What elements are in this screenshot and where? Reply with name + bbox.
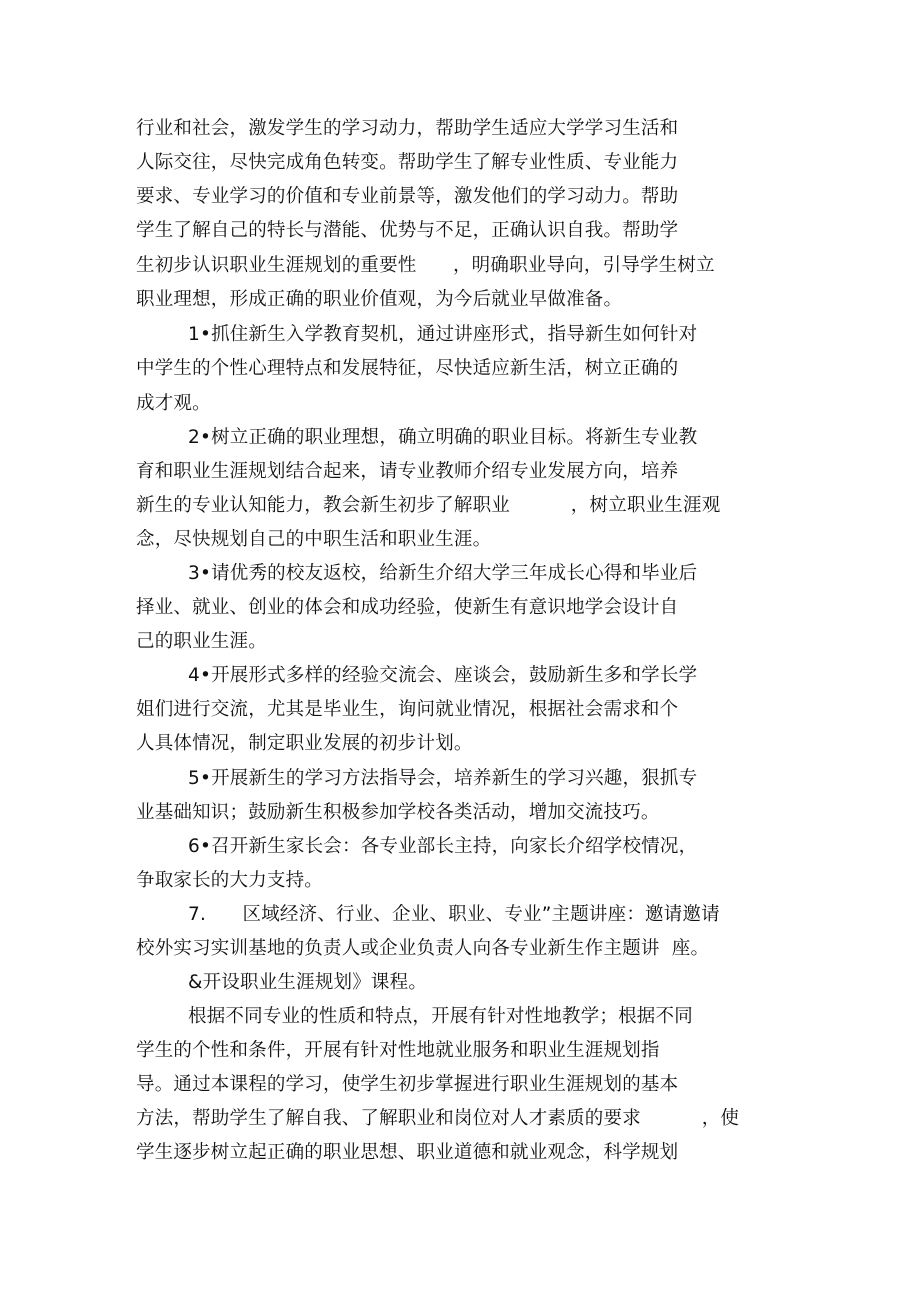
text-line-12: 新生的专业认知能力，教会新生初步了解职业 ，树立职业生涯观 xyxy=(136,495,721,516)
text-line-11: 育和职业生涯规划结合起来，请专业教师介绍专业发展方向，培养 xyxy=(136,461,679,482)
list-item-2: 2•树立正确的职业理想，确立明确的职业目标。将新生专业教 xyxy=(188,427,698,448)
text-line-23: 争取家长的大力支持。 xyxy=(136,870,324,891)
text-line-16: 己的职业生涯。 xyxy=(136,631,267,652)
list-item-8: &开设职业生涯规划》课程。 xyxy=(188,972,428,993)
text-line-19: 人具体情况，制定职业发展的初步计划。 xyxy=(136,733,473,754)
text-line-4: 学生了解自己的特长与潜能、优势与不足，正确认识自我。帮助学 xyxy=(136,220,679,241)
text-line-9: 成才观。 xyxy=(136,393,211,414)
text-line-6: 职业理想，形成正确的职业价值观，为今后就业早做准备。 xyxy=(136,289,623,310)
text-line-8: 中学生的个性心理特点和发展特征，尽快适应新生活，树立正确的 xyxy=(136,358,679,379)
text-line-2: 人际交往，尽快完成角色转变。帮助学生了解专业性质、专业能力 xyxy=(136,152,679,173)
text-line-5: 生初步认识职业生涯规划的重要性 ，明确职业导向，引导学生树立 xyxy=(136,255,715,276)
list-item-1: 1•抓住新生入学教育契机，通过讲座形式，指导新生如何针对 xyxy=(188,324,698,345)
text-line-25: 校外实习实训基地的负责人或企业负责人向各专业新生作主题讲 座。 xyxy=(136,938,710,959)
list-item-4: 4•开展形式多样的经验交流会、座谈会，鼓励新生多和学长学 xyxy=(188,665,698,686)
text-line-3: 要求、专业学习的价值和专业前景等，激发他们的学习动力。帮助 xyxy=(136,186,679,207)
text-line-27: 根据不同专业的性质和特点，开展有针对性地教学；根据不同 xyxy=(188,1006,693,1027)
text-line-28: 学生的个性和条件，开展有针对性地就业服务和职业生涯规划指 xyxy=(136,1040,660,1061)
text-line-30: 方法，帮助学生了解自我、了解职业和岗位对人才素质的要求 ，使 xyxy=(136,1108,740,1129)
text-line-18: 姐们进行交流，尤其是毕业生，询问就业情况，根据社会需求和个 xyxy=(136,699,679,720)
text-line-15: 择业、就业、创业的体会和成功经验，使新生有意识地学会设计自 xyxy=(136,597,679,618)
text-line-1: 行业和社会，激发学生的学习动力，帮助学生适应大学学习生活和 xyxy=(136,118,679,139)
text-line-13: 念，尽快规划自己的中职生活和职业生涯。 xyxy=(136,529,492,550)
list-item-7: 7. 区域经济、行业、企业、职业、专业”主题讲座：邀请邀请 xyxy=(188,904,720,925)
list-item-6: 6•召开新生家长会：各专业部长主持，向家长介绍学校情况， xyxy=(188,836,698,857)
list-item-3: 3•请优秀的校友返校，给新生介绍大学三年成长心得和毕业后 xyxy=(188,563,698,584)
text-line-21: 业基础知识；鼓励新生积极参加学校各类活动，增加交流技巧。 xyxy=(136,802,660,823)
text-line-29: 导。通过本课程的学习，使学生初步掌握进行职业生涯规划的基本 xyxy=(136,1074,679,1095)
text-line-31: 学生逐步树立起正确的职业思想、职业道德和就业观念，科学规划 xyxy=(136,1142,679,1163)
list-item-5: 5•开展新生的学习方法指导会，培养新生的学习兴趣，狠抓专 xyxy=(188,768,698,789)
